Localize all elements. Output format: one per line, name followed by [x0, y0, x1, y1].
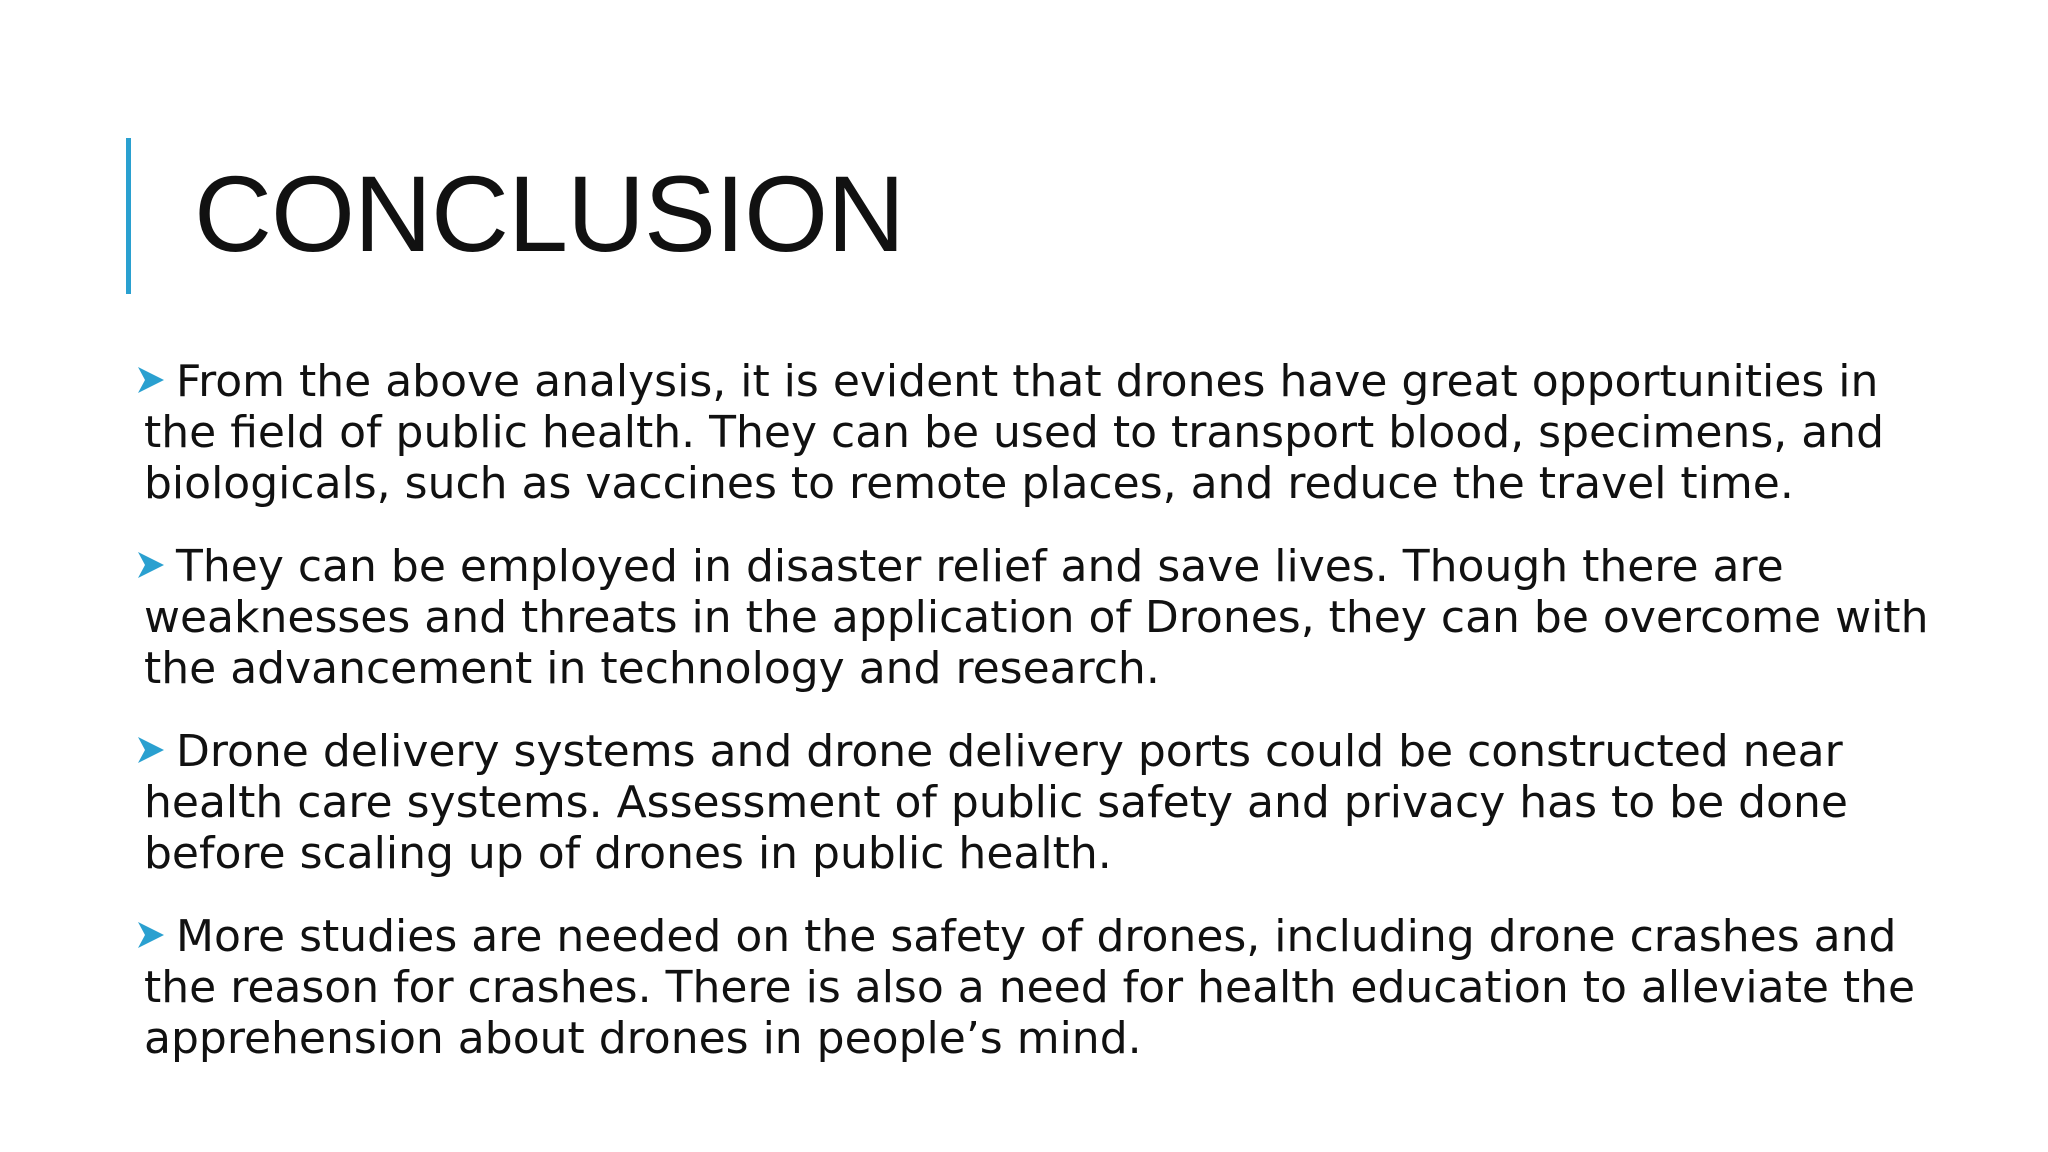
bullet-item [134, 911, 1954, 1064]
bullet-list [134, 356, 1954, 1096]
bullet-text: From the above analysis, it is evident that drones have great opportunities in the field of public health. They can be used to transport blood, specimens, and biologicals, such as vaccines to remote places, and reduce the travel time. [144, 356, 1884, 509]
arrow-bullet-icon [134, 363, 168, 397]
bullet-text: They can be employed in disaster relief and save lives. Though there are weaknesses and threats in the application of Drones, they can be overcome with the advancement in technology and research. [144, 541, 1929, 694]
arrow-bullet-icon [134, 548, 168, 582]
arrow-bullet-icon [134, 918, 168, 952]
bullet-text: Drone delivery systems and drone delivery ports could be constructed near health care systems. Assessment of public safety and privacy has to be done before scaling up of drones in public health. [144, 726, 1848, 879]
bullet-text: More studies are needed on the safety of drones, including drone crashes and the reason for crashes. There is also a need for health education to alleviate the apprehension about drones in people’s mind. [144, 911, 1916, 1064]
bullet-item [134, 541, 1954, 694]
slide-title: CONCLUSION [194, 153, 905, 274]
bullet-item [134, 726, 1954, 879]
arrow-bullet-icon [134, 733, 168, 767]
title-accent-bar [126, 138, 131, 294]
bullet-item [134, 356, 1954, 509]
